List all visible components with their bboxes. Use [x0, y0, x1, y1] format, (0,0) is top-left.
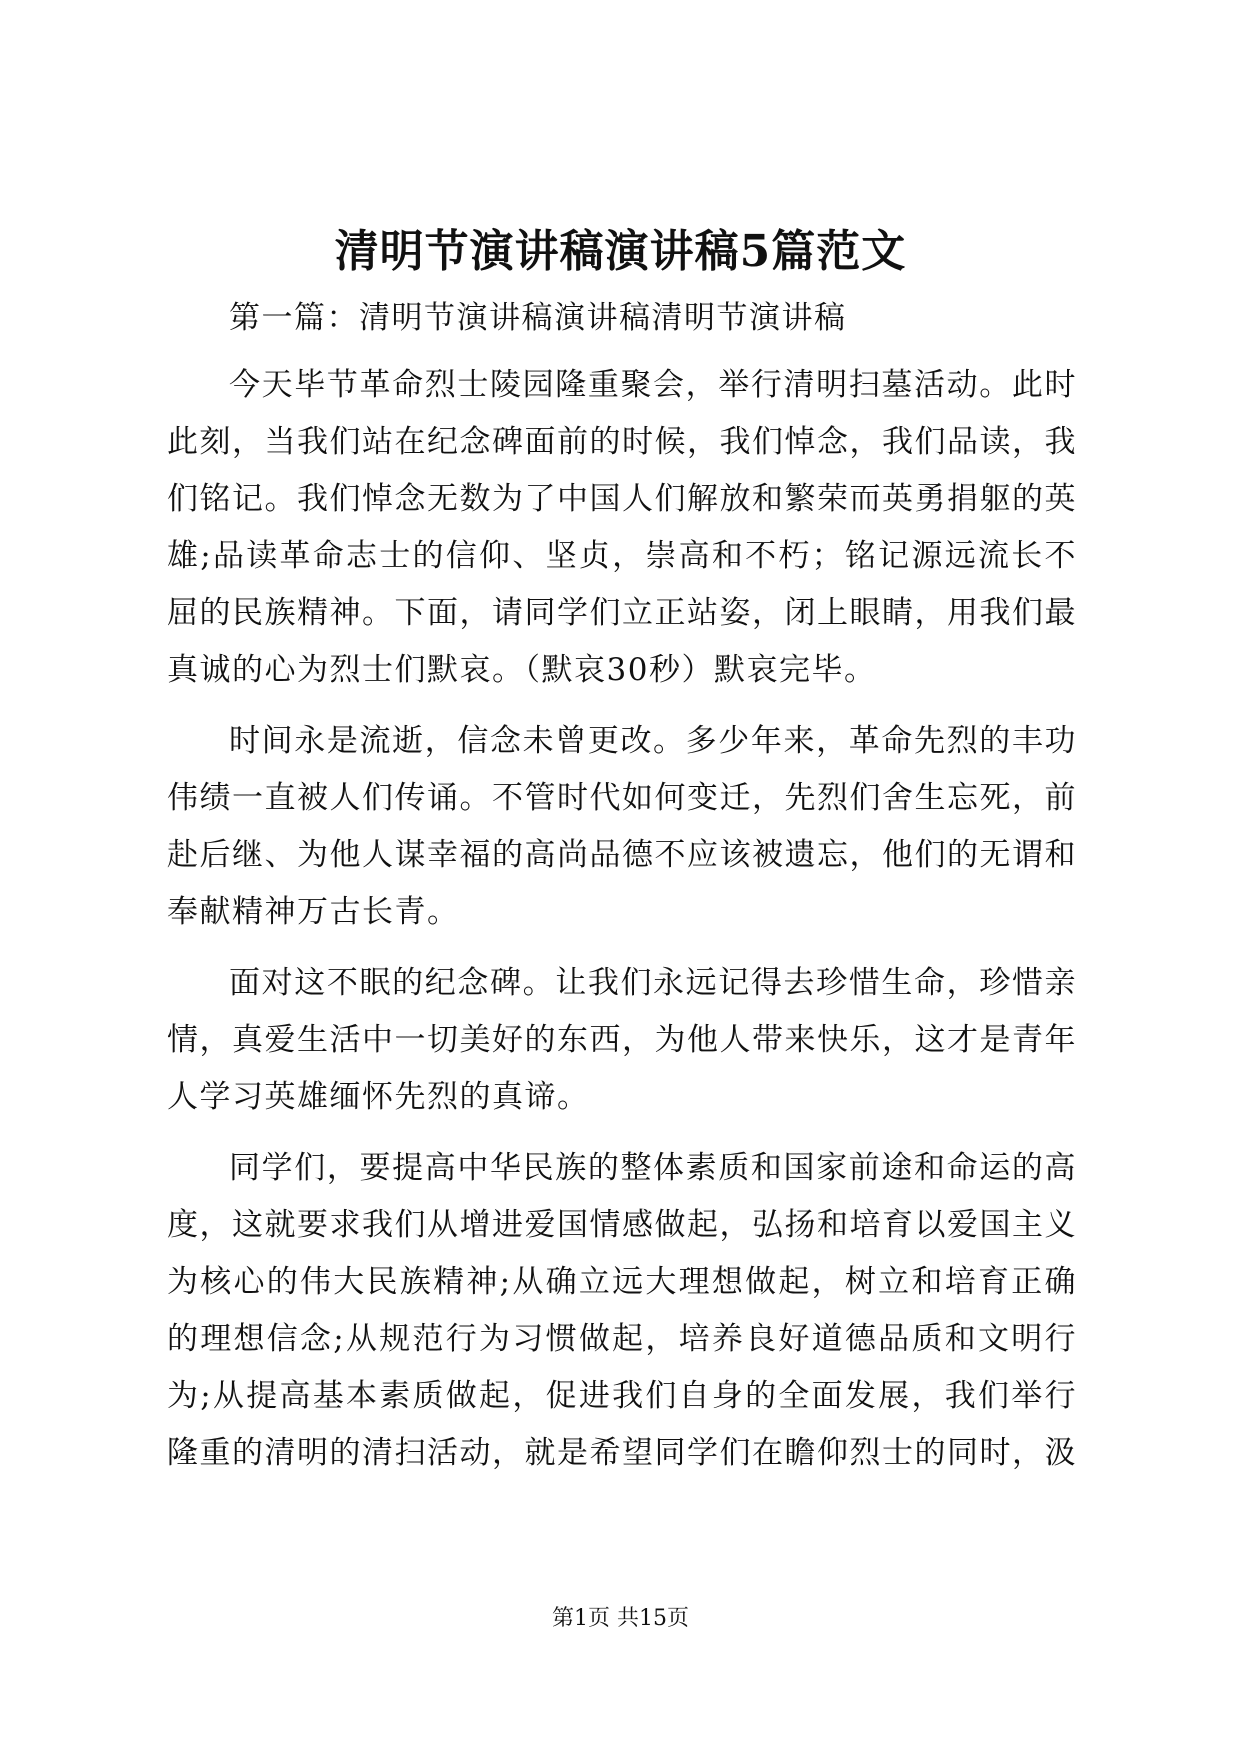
document-title: 清明节演讲稿演讲稿5篇范文: [334, 226, 907, 277]
body-paragraph-3: 面对这不眠的纪念碑。让我们永远记得去珍惜生命，珍惜亲情，真爱生活中一切美好的东西，为他人带来快乐，这才是青年人学习英雄缅怀先烈的真谛。: [167, 965, 1077, 1115]
section-heading: 第一篇：清明节演讲稿演讲稿清明节演讲稿: [229, 300, 847, 336]
body-paragraph-2: 时间永是流逝，信念未曾更改。多少年来，革命先烈的丰功伟绩一直被人们传诵。不管时代如何变迁，先烈们舍生忘死，前赴后继、为他人谋幸福的高尚品德不应该被遗忘，他们的无谓和奉献精神万古长青。: [167, 723, 1077, 930]
page-footer: 第1页 共15页: [552, 1606, 689, 1631]
body-paragraph-1: 今天毕节革命烈士陵园隆重聚会，举行清明扫墓活动。此时此刻，当我们站在纪念碑面前的时候，我们悼念，我们品读，我们铭记。我们悼念无数为了中国人们解放和繁荣而英勇捐躯的英雄;品读革命志士的信仰、坚贞，崇高和不朽；铭记源远流长不屈的民族精神。下面，请同学们立正站姿，闭上眼睛，用我们最真诚的心为烈士们默哀。（默哀30秒）默哀完毕。: [167, 367, 1077, 688]
body-paragraph-4: 同学们，要提高中华民族的整体素质和国家前途和命运的高度，这就要求我们从增进爱国情感做起，弘扬和培育以爱国主义为核心的伟大民族精神;从确立远大理想做起，树立和培育正确的理想信念;从规范行为习惯做起，培养良好道德品质和文明行为;从提高基本素质做起，促进我们自身的全面发展，我们举行隆重的清明的清扫活动，就是希望同学们在瞻仰烈士的同时，汲: [167, 1150, 1077, 1471]
document-body: [167, 290, 1077, 1496]
